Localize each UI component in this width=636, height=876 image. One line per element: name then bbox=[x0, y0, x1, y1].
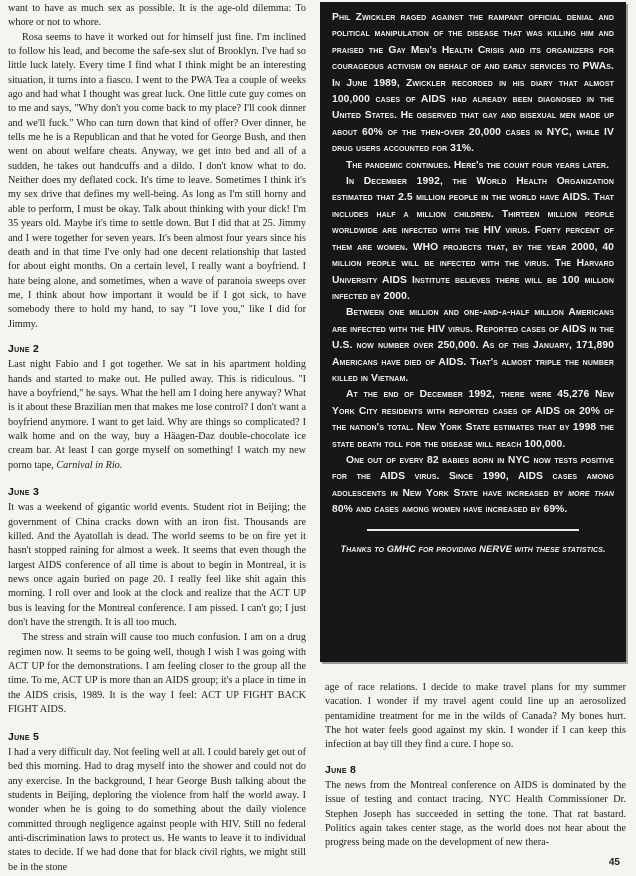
paragraph-june-3b: The stress and strain will cause too much confusion. I am on a drug regimen now. It seems to be going well, though I wish I was going with ACT UP for the demonstrations. I am feeling closer to the group all the time. To me, ACT UP is more than an AIDS group; it's a place in time in the AIDS crisis, 1989. It is the way I feel: ACT UP FIGHT BACK FIGHT AIDS. bbox=[8, 632, 306, 716]
left-column bbox=[8, 2, 306, 875]
sidebar-paragraph-nyc: At the end of December 1992, there were 45,276 New York City residents with reported cases of AIDS or 20% of the nation's total. New York State estimates that by 1998 the state death toll for the disease will reach 100,000. bbox=[332, 389, 614, 450]
sidebar-paragraph-zwickler: Phil Zwickler raged against the rampant official denial and political manipulation of the disease that was killing him and praised the Gay Men's Health Crisis and its organizers for courageous activism on behalf of and early services to PWAs. In June 1989, Zwickler recorded in his diary that almost 100,000 cases of AIDS had already been diagnosed in the United States. He observed that gay and bisexual men made up about 60% of the then-over 20,000 cases in NYC, while IV drug users accounted for 31%. bbox=[332, 12, 614, 155]
entry-heading-june-5: June 5 bbox=[8, 730, 40, 743]
entry-heading-june-8: June 8 bbox=[325, 763, 357, 776]
page-number: 45 bbox=[608, 857, 620, 868]
sidebar-paragraph-babies bbox=[332, 453, 614, 519]
sidebar-credit: Thanks to GMHC for providing NERVE with these statistics. bbox=[340, 542, 606, 554]
sidebar-paragraph-who: In December 1992, the World Health Organization estimated that 2.5 million people in the world have AIDS. That includes half a million children. Thirteen million people worldwide are infected with the HIV virus. Forty percent of them are women. WHO projects that, by the year 2000, 40 million people will be infected with the virus. The Harvard University AIDS Institute believes there will be 100 million infected by 2000. bbox=[332, 176, 614, 302]
statistics-sidebar bbox=[320, 2, 626, 662]
sidebar-babies-text-b: 80% and cases among women have increased by 69%. bbox=[332, 504, 568, 516]
right-column bbox=[325, 681, 626, 851]
sidebar-paragraph-pandemic: The pandemic continues. Here's the count four years later. bbox=[346, 159, 610, 171]
porno-tape-title: Carnival in Rio. bbox=[56, 459, 123, 471]
entry-heading-june-3: June 3 bbox=[8, 486, 40, 498]
paragraph-intro: want to have as much sex as possible. It is the age-old dilemma: To whore or not to whore. bbox=[8, 3, 306, 29]
paragraph-june-5: I had a very difficult day. Not feeling well at all. I could barely get out of bed this morning. Had to drag myself into the shower and could not do any exercise. In the background, I hear George Bush talking about the students in Beijing, deploring the violence from half the world away. I wonder when he is going to do something about the daily violence committed through negligence against people with HIV. Still no federal anti-discrimination laws to protect us. He wants to leave it to individual states to decide. If we had done that for black civil rights, we might still be in the stone bbox=[8, 746, 306, 873]
paragraph-june-2 bbox=[8, 358, 306, 473]
entry-heading-june-2: June 2 bbox=[8, 342, 40, 355]
paragraph-june-2-text: Last night Fabio and I got together. We sat in his apartment holding hands and started to make out. He pulled away. This is ridiculous. "I have a boyfriend," he says. What the hell am I doing here anyway? What is it about these Brazilian men that makes me lose control? I don't want a boyfriend anymore. I want to get laid. Why are things so complicated? I walk home and on the way, buy a Häagen-Daz double-chocolate ice cream bar. At least I can gorge myself on something! I watch my new porno tape, bbox=[8, 359, 306, 471]
sidebar-divider bbox=[367, 529, 579, 531]
sidebar-paragraph-americans: Between one million and one-and-a-half million Americans are infected with the HIV virus. Reported cases of AIDS in the U.S. now number over 250,000. As of this January, 171,890 Americans have died of AIDS. That's almost triple the number killed in Vietnam. bbox=[332, 307, 614, 384]
paragraph-june-8: The news from the Montreal conference on AIDS is dominated by the issue of testing and contact tracing. NYC Health Commissioner Dr. Stephen Joseph has succeeded in setting the tone. That rat bastard. Politics again takes center stage, as the world does not hear about the progress being made on the development of new thera- bbox=[325, 780, 626, 849]
paragraph-june-3a: It was a weekend of gigantic world events. Student riot in Beijing; the government of China cracks down with an iron fist. Thousands are killed. And the Ayatollah is dead. The world seems to be on fire yet it hasn't stopped raining for almost a week. It seems that even though the largest AIDS conference of all time is about to begin in Montreal, it is news once again buried on page 20. I really feel like shit again this morning. I roll over and look at the clock and realize that the ACT UP bus is leaving for the Montreal conference. I am pissed. I can't go; I just don't have the strength. It is all too much. bbox=[8, 502, 306, 629]
sidebar-emphasis: more than bbox=[568, 487, 615, 499]
paragraph-rosa: Rosa seems to have it worked out for himself just fine. I'm inclined to follow his lead, and become the safe-sex slut of Brooklyn. I've had so little luck lately. Every time I find what I think might be an interesting situation, it turns into a fiasco. I went to the PWA Tea a couple of weeks ago and had what I thought was great luck. One little cute guy comes on to me and says, "Why don't you come back to my place? I'll cook dinner and we'll fuck." Who can turn down that kind of offer? Over dinner, he tells me he is a Republican and that he voted for George Bush, and then went on about welfare cheats. Anyway, we get into bed and all of a sudden, he takes out handcuffs and a dildo. I don't know what to do. Neither does my deflated cock. It's time to leave. Sometimes I think it's my sex drive that defines my well-being. As long as I'm still horny and able to perform, I must be okay. Talk about thinking with your dick! I'm 35 years old. Maybe it's time to settle down. But I did that at 25. Jimmy and I were together for seven years. It's been almost four years since his death and in that time I've only had one decent relationship that lasted for about eight months. On a certain level, I really want a boyfriend. I hate being alone, and sometimes, when a wave of paranoia sweeps over me, I think about how important it would be if I got sick, to have somebody there to hold my hand, to say "I love you," like I did for Jimmy. bbox=[8, 31, 306, 330]
sidebar-babies-text-a: One out of every 82 babies born in NYC now tests positive for the AIDS virus. Since 1990, AIDS cases among adolescents in New York State have increased by bbox=[332, 454, 614, 499]
paragraph-continuation: age of race relations. I decide to make travel plans for my summer vacation. I wonder if my travel agent could line up an aerosolized pentamidine treatment for me in the wilds of Canada? My bones hurt. The hot water feels good against my skin. I wonder if I can keep this infection at bay till they find a cure. I hope so. bbox=[325, 682, 626, 751]
